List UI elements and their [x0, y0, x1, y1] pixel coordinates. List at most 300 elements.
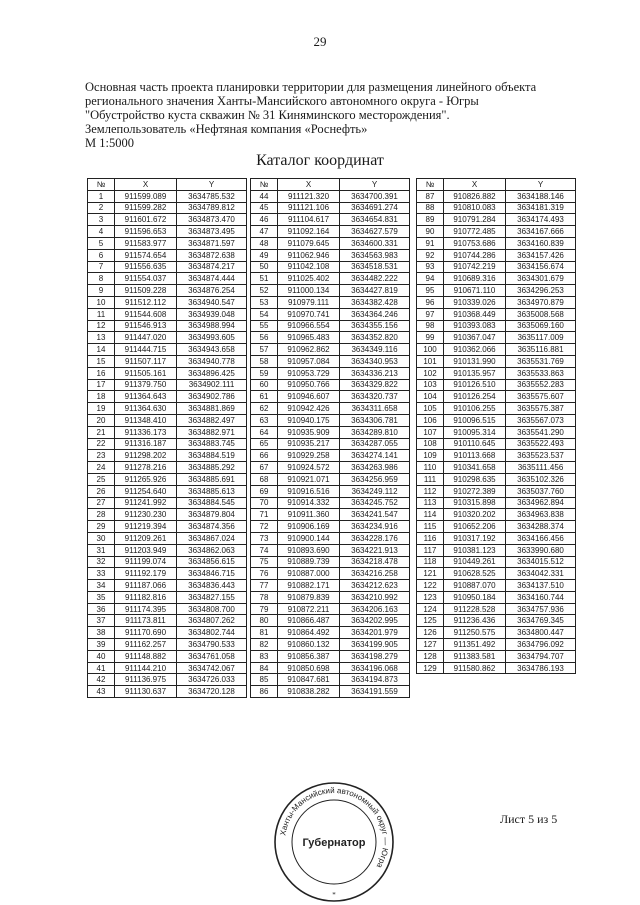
table-row [88, 237, 247, 249]
y-coordinate-cell: 3635111.456 [506, 462, 576, 474]
point-number-cell: 58 [251, 355, 278, 367]
point-number-cell: 1 [88, 190, 115, 202]
y-coordinate-cell: 3634872.638 [177, 249, 247, 261]
x-coordinate-cell: 910879.839 [278, 591, 340, 603]
y-coordinate-cell: 3635523.537 [506, 450, 576, 462]
point-number-cell: 2 [88, 202, 115, 214]
point-number-cell: 28 [88, 509, 115, 521]
y-coordinate-cell: 3634306.781 [340, 414, 410, 426]
x-coordinate-cell: 910950.766 [278, 379, 340, 391]
y-coordinate-cell: 3634885.691 [177, 473, 247, 485]
point-number-cell: 21 [88, 426, 115, 438]
x-coordinate-cell: 910753.686 [444, 237, 506, 249]
table-row [417, 580, 576, 592]
table-row [251, 568, 410, 580]
table-row [251, 686, 410, 698]
x-coordinate-cell: 911174.395 [115, 603, 177, 615]
point-number-cell: 3 [88, 214, 115, 226]
y-coordinate-cell: 3634206.163 [340, 603, 410, 615]
governor-seal [272, 780, 396, 904]
point-number-cell: 99 [417, 332, 444, 344]
point-number-cell: 53 [251, 296, 278, 308]
point-number-cell: 26 [88, 485, 115, 497]
y-coordinate-cell: 3634881.869 [177, 403, 247, 415]
table-row [417, 497, 576, 509]
y-coordinate-cell: 3635552.283 [506, 379, 576, 391]
table-row [251, 556, 410, 568]
y-coordinate-cell: 3634194.873 [340, 674, 410, 686]
seal-center-text: Губернатор [302, 837, 366, 849]
x-coordinate-cell: 911546.913 [115, 320, 177, 332]
x-coordinate-cell: 910965.483 [278, 332, 340, 344]
point-number-cell: 112 [417, 485, 444, 497]
point-number-cell: 95 [417, 285, 444, 297]
y-coordinate-cell: 3634882.497 [177, 414, 247, 426]
table-row [88, 355, 247, 367]
y-coordinate-cell: 3634943.658 [177, 344, 247, 356]
table-row [417, 591, 576, 603]
point-number-cell: 47 [251, 226, 278, 238]
x-coordinate-cell: 911000.134 [278, 285, 340, 297]
table-row [88, 226, 247, 238]
x-coordinate-cell: 911203.949 [115, 544, 177, 556]
table-row [251, 497, 410, 509]
table-row [251, 296, 410, 308]
x-coordinate-cell: 911144.210 [115, 662, 177, 674]
y-coordinate-cell: 3634340.953 [340, 355, 410, 367]
y-coordinate-cell: 3635069.160 [506, 320, 576, 332]
y-coordinate-cell: 3634216.258 [340, 568, 410, 580]
table-row [417, 403, 576, 415]
y-coordinate-cell: 3634288.374 [506, 521, 576, 533]
x-coordinate-cell: 910689.316 [444, 273, 506, 285]
x-coordinate-cell: 910131.990 [444, 355, 506, 367]
point-number-cell: 45 [251, 202, 278, 214]
x-coordinate-cell: 911507.117 [115, 355, 177, 367]
point-number-cell: 75 [251, 556, 278, 568]
table-row [417, 544, 576, 556]
table-row [417, 509, 576, 521]
point-number-cell: 36 [88, 603, 115, 615]
table-row [88, 521, 247, 533]
coordinate-table-2 [250, 178, 410, 698]
x-coordinate-cell: 910393.083 [444, 320, 506, 332]
point-number-cell: 67 [251, 462, 278, 474]
point-number-cell: 90 [417, 226, 444, 238]
y-coordinate-cell: 3634654.831 [340, 214, 410, 226]
x-coordinate-cell: 911182.816 [115, 591, 177, 603]
point-number-cell: 12 [88, 320, 115, 332]
y-coordinate-cell: 3634287.055 [340, 438, 410, 450]
table-row [251, 226, 410, 238]
x-coordinate-cell: 910838.282 [278, 686, 340, 698]
point-number-cell: 34 [88, 580, 115, 592]
x-coordinate-cell: 910810.083 [444, 202, 506, 214]
y-coordinate-cell: 3634156.674 [506, 261, 576, 273]
point-number-cell: 61 [251, 391, 278, 403]
x-coordinate-cell: 911505.161 [115, 367, 177, 379]
y-coordinate-cell: 3634807.262 [177, 615, 247, 627]
point-number-cell: 126 [417, 627, 444, 639]
x-coordinate-cell: 911130.637 [115, 686, 177, 698]
point-number-cell: 80 [251, 615, 278, 627]
x-coordinate-cell: 911601.672 [115, 214, 177, 226]
y-coordinate-cell: 3634962.894 [506, 497, 576, 509]
y-coordinate-cell: 3634885.613 [177, 485, 247, 497]
point-number-cell: 4 [88, 226, 115, 238]
y-coordinate-cell: 3634874.444 [177, 273, 247, 285]
table-row [88, 485, 247, 497]
table-row [251, 344, 410, 356]
svg-text:*: * [332, 891, 336, 899]
y-coordinate-cell: 3634885.292 [177, 462, 247, 474]
x-coordinate-cell: 910652.206 [444, 521, 506, 533]
table-row [417, 568, 576, 580]
table-row [417, 261, 576, 273]
point-number-cell: 9 [88, 285, 115, 297]
y-coordinate-cell: 3634382.428 [340, 296, 410, 308]
y-coordinate-cell: 3634627.579 [340, 226, 410, 238]
table-row [417, 391, 576, 403]
x-coordinate-cell: 910966.554 [278, 320, 340, 332]
y-coordinate-cell: 3634846.715 [177, 568, 247, 580]
header-line: М 1:5000 [85, 136, 134, 150]
point-number-cell: 29 [88, 521, 115, 533]
point-number-cell: 73 [251, 532, 278, 544]
table-row [251, 261, 410, 273]
point-number-cell: 79 [251, 603, 278, 615]
x-coordinate-cell: 910882.171 [278, 580, 340, 592]
x-coordinate-cell: 910935.909 [278, 426, 340, 438]
table-row [417, 662, 576, 674]
point-number-cell: 104 [417, 391, 444, 403]
table-row [88, 591, 247, 603]
y-coordinate-cell: 3634902.786 [177, 391, 247, 403]
table-row [88, 190, 247, 202]
x-coordinate-cell: 910850.698 [278, 662, 340, 674]
y-coordinate-cell: 3634518.531 [340, 261, 410, 273]
x-coordinate-cell: 911447.020 [115, 332, 177, 344]
point-number-cell: 16 [88, 367, 115, 379]
table-row [417, 462, 576, 474]
point-number-cell: 122 [417, 580, 444, 592]
y-coordinate-cell: 3634212.623 [340, 580, 410, 592]
x-coordinate-cell: 911336.173 [115, 426, 177, 438]
y-coordinate-cell: 3634757.936 [506, 603, 576, 615]
y-coordinate-cell: 3634940.547 [177, 296, 247, 308]
table-row [251, 320, 410, 332]
x-coordinate-cell: 910950.184 [444, 591, 506, 603]
point-number-cell: 22 [88, 438, 115, 450]
table-row [88, 367, 247, 379]
point-number-cell: 27 [88, 497, 115, 509]
point-number-cell: 92 [417, 249, 444, 261]
y-coordinate-cell: 3634808.700 [177, 603, 247, 615]
y-coordinate-cell: 3634873.495 [177, 226, 247, 238]
table-row [88, 296, 247, 308]
point-number-cell: 103 [417, 379, 444, 391]
y-coordinate-cell: 3634167.666 [506, 226, 576, 238]
x-coordinate-cell: 910946.607 [278, 391, 340, 403]
table-row [88, 285, 247, 297]
y-coordinate-cell: 3634015.512 [506, 556, 576, 568]
x-coordinate-cell: 911250.575 [444, 627, 506, 639]
y-coordinate-cell: 3634160.839 [506, 237, 576, 249]
point-number-cell: 109 [417, 450, 444, 462]
point-number-cell: 96 [417, 296, 444, 308]
point-number-cell: 68 [251, 473, 278, 485]
y-coordinate-cell: 3634790.533 [177, 639, 247, 651]
x-coordinate-cell: 910860.132 [278, 639, 340, 651]
table-row [251, 650, 410, 662]
point-number-cell: 84 [251, 662, 278, 674]
y-coordinate-cell: 3634042.331 [506, 568, 576, 580]
point-number-cell: 46 [251, 214, 278, 226]
y-coordinate-cell: 3634827.155 [177, 591, 247, 603]
table-row [417, 450, 576, 462]
x-coordinate-cell: 911104.617 [278, 214, 340, 226]
point-number-cell: 30 [88, 532, 115, 544]
y-coordinate-cell: 3634884.545 [177, 497, 247, 509]
y-coordinate-cell: 3634256.959 [340, 473, 410, 485]
table-row [251, 509, 410, 521]
x-coordinate-cell: 911599.089 [115, 190, 177, 202]
y-coordinate-cell: 3634862.063 [177, 544, 247, 556]
point-number-cell: 117 [417, 544, 444, 556]
y-coordinate-cell: 3634289.810 [340, 426, 410, 438]
coordinate-table-1 [87, 178, 247, 698]
table-row [88, 580, 247, 592]
x-coordinate-cell: 910940.175 [278, 414, 340, 426]
x-coordinate-cell: 910970.741 [278, 308, 340, 320]
x-coordinate-cell: 911348.410 [115, 414, 177, 426]
point-number-cell: 63 [251, 414, 278, 426]
x-coordinate-cell: 911554.037 [115, 273, 177, 285]
table-row [88, 426, 247, 438]
x-coordinate-cell: 911278.216 [115, 462, 177, 474]
x-coordinate-cell: 911062.946 [278, 249, 340, 261]
point-number-cell: 50 [251, 261, 278, 273]
table-row [251, 379, 410, 391]
x-coordinate-cell: 910341.658 [444, 462, 506, 474]
x-coordinate-cell: 910866.487 [278, 615, 340, 627]
point-number-cell: 82 [251, 639, 278, 651]
x-coordinate-cell: 911316.187 [115, 438, 177, 450]
table-row [88, 568, 247, 580]
point-number-cell: 17 [88, 379, 115, 391]
y-coordinate-cell: 3634700.391 [340, 190, 410, 202]
point-number-cell: 64 [251, 426, 278, 438]
table-row [251, 214, 410, 226]
column-header-number: № [417, 179, 444, 191]
page-number: 29 [313, 34, 327, 49]
column-header-y: Y [340, 179, 410, 191]
table-row [88, 650, 247, 662]
table-row [251, 462, 410, 474]
y-coordinate-cell: 3635116.881 [506, 344, 576, 356]
y-coordinate-cell: 3634329.822 [340, 379, 410, 391]
table-row [417, 273, 576, 285]
x-coordinate-cell: 911199.074 [115, 556, 177, 568]
y-coordinate-cell: 3634883.745 [177, 438, 247, 450]
x-coordinate-cell: 910953.729 [278, 367, 340, 379]
x-coordinate-cell: 911556.635 [115, 261, 177, 273]
x-coordinate-cell: 911379.750 [115, 379, 177, 391]
y-coordinate-cell: 3634191.559 [340, 686, 410, 698]
table-row [251, 403, 410, 415]
point-number-cell: 86 [251, 686, 278, 698]
point-number-cell: 41 [88, 662, 115, 674]
y-coordinate-cell: 3635575.387 [506, 403, 576, 415]
table-row [417, 367, 576, 379]
y-coordinate-cell: 3634198.279 [340, 650, 410, 662]
column-header-x: X [115, 179, 177, 191]
y-coordinate-cell: 3634482.222 [340, 273, 410, 285]
y-coordinate-cell: 3634879.804 [177, 509, 247, 521]
x-coordinate-cell: 911228.528 [444, 603, 506, 615]
x-coordinate-cell: 910929.258 [278, 450, 340, 462]
table-row [251, 332, 410, 344]
point-number-cell: 114 [417, 509, 444, 521]
point-number-cell: 115 [417, 521, 444, 533]
table-row [88, 308, 247, 320]
point-number-cell: 111 [417, 473, 444, 485]
table-row [88, 320, 247, 332]
point-number-cell: 57 [251, 344, 278, 356]
y-coordinate-cell: 3634761.058 [177, 650, 247, 662]
table-row [417, 226, 576, 238]
table-row [88, 332, 247, 344]
x-coordinate-cell: 911265.926 [115, 473, 177, 485]
x-coordinate-cell: 911444.715 [115, 344, 177, 356]
x-coordinate-cell: 910368.449 [444, 308, 506, 320]
point-number-cell: 127 [417, 639, 444, 651]
x-coordinate-cell: 911192.179 [115, 568, 177, 580]
x-coordinate-cell: 911170.690 [115, 627, 177, 639]
y-coordinate-cell: 3634274.141 [340, 450, 410, 462]
table-row [251, 580, 410, 592]
header-line: Основная часть проекта планировки территории для размещения линейного объекта [85, 80, 537, 94]
table-row [88, 261, 247, 273]
y-coordinate-cell: 3634726.033 [177, 674, 247, 686]
point-number-cell: 88 [417, 202, 444, 214]
table-row [251, 285, 410, 297]
table-row [417, 237, 576, 249]
point-number-cell: 108 [417, 438, 444, 450]
x-coordinate-cell: 910872.211 [278, 603, 340, 615]
point-number-cell: 72 [251, 521, 278, 533]
point-number-cell: 65 [251, 438, 278, 450]
table-row [417, 285, 576, 297]
point-number-cell: 69 [251, 485, 278, 497]
y-coordinate-cell: 3634691.274 [340, 202, 410, 214]
y-coordinate-cell: 3634902.111 [177, 379, 247, 391]
point-number-cell: 15 [88, 355, 115, 367]
y-coordinate-cell: 3634221.913 [340, 544, 410, 556]
x-coordinate-cell: 910921.071 [278, 473, 340, 485]
column-header-x: X [278, 179, 340, 191]
point-number-cell: 71 [251, 509, 278, 521]
point-number-cell: 110 [417, 462, 444, 474]
point-number-cell: 6 [88, 249, 115, 261]
y-coordinate-cell: 3634786.193 [506, 662, 576, 674]
x-coordinate-cell: 911121.320 [278, 190, 340, 202]
table-row [417, 379, 576, 391]
point-number-cell: 66 [251, 450, 278, 462]
x-coordinate-cell: 910362.066 [444, 344, 506, 356]
x-coordinate-cell: 911241.992 [115, 497, 177, 509]
table-row [251, 521, 410, 533]
table-row [417, 296, 576, 308]
point-number-cell: 93 [417, 261, 444, 273]
table-row [88, 509, 247, 521]
y-coordinate-cell: 3634970.879 [506, 296, 576, 308]
point-number-cell: 39 [88, 639, 115, 651]
x-coordinate-cell: 910106.255 [444, 403, 506, 415]
y-coordinate-cell: 3634174.493 [506, 214, 576, 226]
x-coordinate-cell: 911121.106 [278, 202, 340, 214]
table-row [88, 344, 247, 356]
table-row [88, 674, 247, 686]
point-number-cell: 123 [417, 591, 444, 603]
table-row [251, 355, 410, 367]
x-coordinate-cell: 910900.144 [278, 532, 340, 544]
y-coordinate-cell: 3634201.979 [340, 627, 410, 639]
y-coordinate-cell: 3634188.146 [506, 190, 576, 202]
y-coordinate-cell: 3634352.820 [340, 332, 410, 344]
point-number-cell: 85 [251, 674, 278, 686]
x-coordinate-cell: 911148.882 [115, 650, 177, 662]
point-number-cell: 91 [417, 237, 444, 249]
x-coordinate-cell: 911364.630 [115, 403, 177, 415]
seal-ring-text: Ханты-Мансийский автономный округ — Югра [278, 785, 391, 870]
point-number-cell: 23 [88, 450, 115, 462]
y-coordinate-cell: 3635541.290 [506, 426, 576, 438]
point-number-cell: 129 [417, 662, 444, 674]
y-coordinate-cell: 3634199.905 [340, 639, 410, 651]
y-coordinate-cell: 3635575.607 [506, 391, 576, 403]
point-number-cell: 113 [417, 497, 444, 509]
point-number-cell: 54 [251, 308, 278, 320]
point-number-cell: 10 [88, 296, 115, 308]
x-coordinate-cell: 911512.112 [115, 296, 177, 308]
point-number-cell: 20 [88, 414, 115, 426]
y-coordinate-cell: 3634364.246 [340, 308, 410, 320]
y-coordinate-cell: 3634349.116 [340, 344, 410, 356]
y-coordinate-cell: 3634296.253 [506, 285, 576, 297]
table-row [251, 485, 410, 497]
table-row [88, 403, 247, 415]
point-number-cell: 42 [88, 674, 115, 686]
x-coordinate-cell: 910317.192 [444, 532, 506, 544]
x-coordinate-cell: 910935.217 [278, 438, 340, 450]
x-coordinate-cell: 910744.286 [444, 249, 506, 261]
point-number-cell: 74 [251, 544, 278, 556]
table-row [251, 544, 410, 556]
x-coordinate-cell: 910889.739 [278, 556, 340, 568]
x-coordinate-cell: 910298.635 [444, 473, 506, 485]
y-coordinate-cell: 3635037.760 [506, 485, 576, 497]
x-coordinate-cell: 911230.230 [115, 509, 177, 521]
table-row [417, 615, 576, 627]
table-row [417, 344, 576, 356]
x-coordinate-cell: 910095.314 [444, 426, 506, 438]
point-number-cell: 43 [88, 686, 115, 698]
sheet-label: Лист 5 из 5 [500, 812, 558, 826]
y-coordinate-cell: 3634196.068 [340, 662, 410, 674]
x-coordinate-cell: 911364.643 [115, 391, 177, 403]
y-coordinate-cell: 3634563.983 [340, 249, 410, 261]
